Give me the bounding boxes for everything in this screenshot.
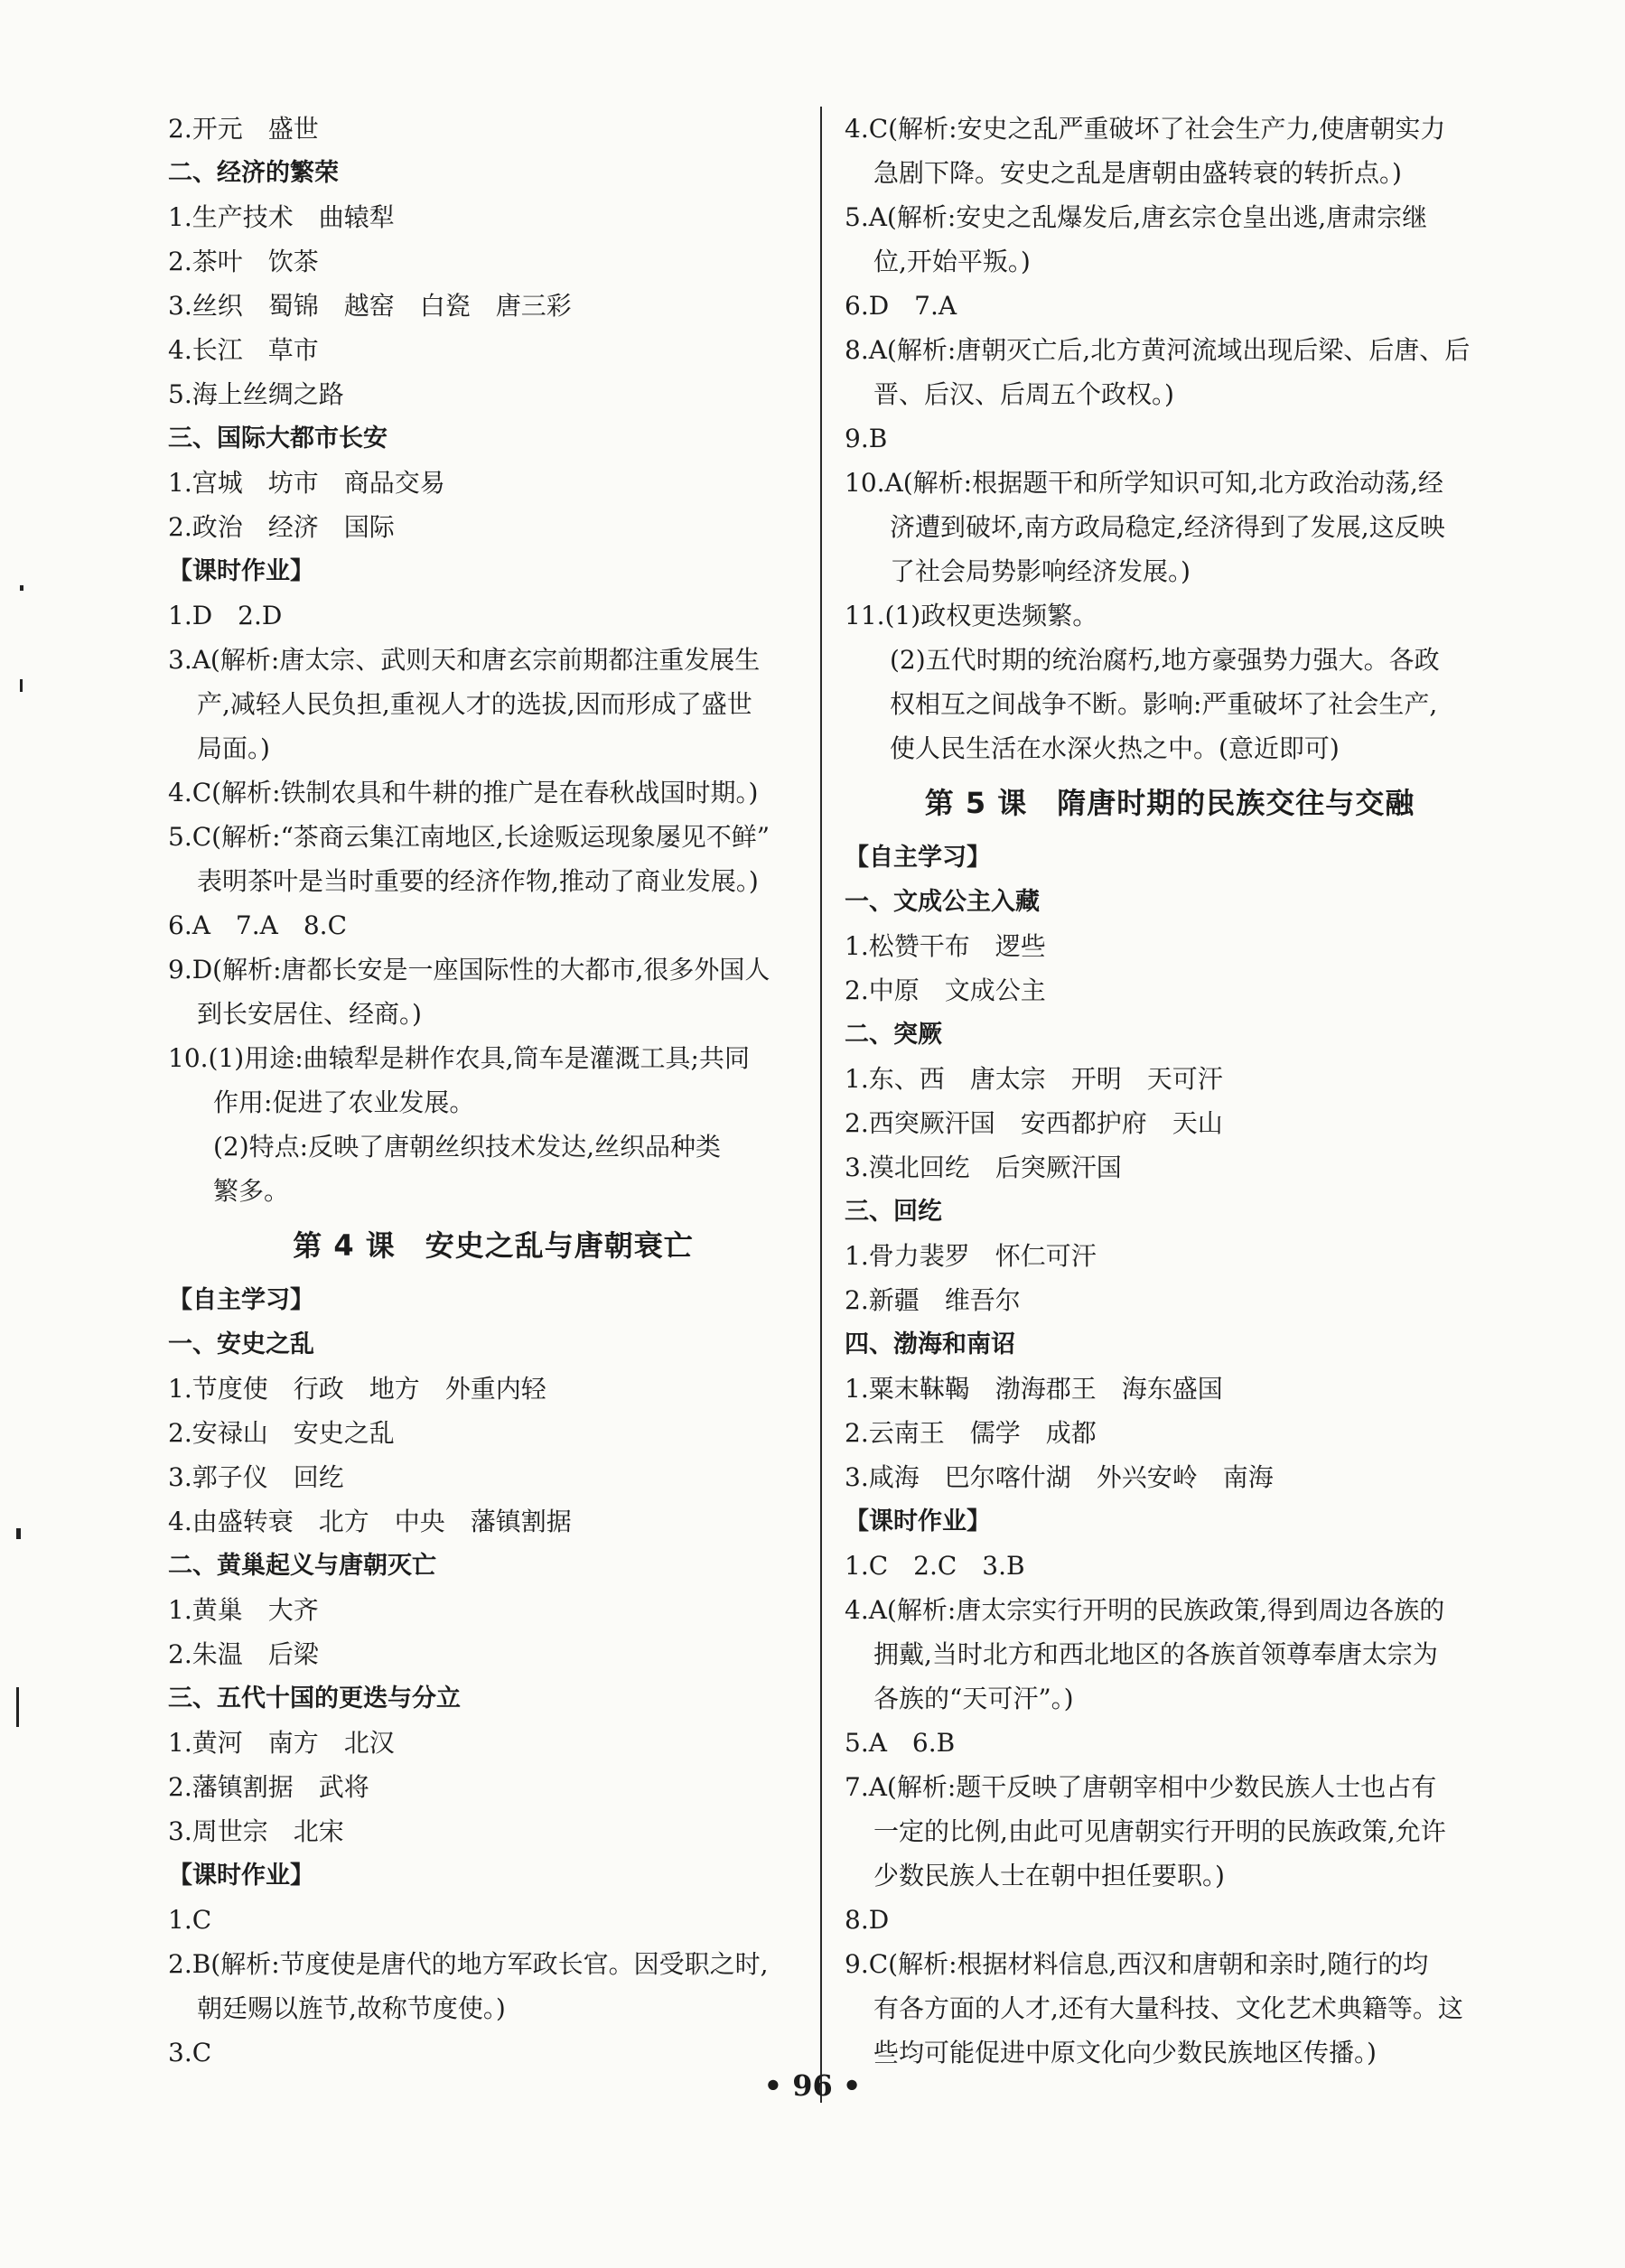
answer-line: 3.郭子仪 回纥 (168, 1462, 344, 1492)
answer-line: 9.C(解析:根据材料信息,西汉和唐朝和亲时,随行的均 (845, 1949, 1429, 1979)
answer-line: 4.由盛转衰 北方 中央 藩镇割据 (168, 1507, 572, 1536)
section-tag: 【课时作业】 (168, 557, 314, 585)
answer-line-continuation: 产,减轻人民负担,重视人才的选拔,因而形成了盛世 (197, 689, 752, 719)
answer-line-continuation: (2)特点:反映了唐朝丝织技术发达,丝织品种类 (213, 1132, 721, 1162)
scan-speck (20, 679, 23, 692)
section-tag: 【自主学习】 (845, 844, 991, 872)
answer-line: 2.B(解析:节度使是唐代的地方军政长官。因受职之时, (168, 1949, 769, 1979)
section-heading: 二、经济的繁荣 (168, 159, 339, 187)
answer-line: 1.粟末靺鞨 渤海郡王 海东盛国 (845, 1374, 1223, 1404)
answer-line: 1.D 2.D (168, 601, 283, 630)
lesson-title: 第 4 课 安史之乱与唐朝衰亡 (293, 1228, 694, 1263)
answer-line: 1.松赞干布 逻些 (845, 931, 1046, 961)
answer-line-continuation: 使人民生活在水深火热之中。(意近即可) (890, 733, 1340, 763)
answer-line-continuation: 朝廷赐以旌节,故称节度使。) (197, 1993, 506, 2023)
left-column (168, 107, 818, 2075)
answer-line: 2.西突厥汗国 安西都护府 天山 (845, 1108, 1223, 1138)
answer-line: 8.D (845, 1905, 890, 1935)
answer-line: 11.(1)政权更迭频繁。 (845, 601, 1098, 630)
answer-line-continuation: 各族的“天可汗”。) (873, 1684, 1074, 1713)
answer-line: 3.A(解析:唐太宗、武则天和唐玄宗前期都注重发展生 (168, 645, 761, 675)
answer-line-continuation: 济遭到破坏,南方政局稳定,经济得到了发展,这反映 (890, 512, 1445, 542)
answer-line: 2.云南王 儒学 成都 (845, 1418, 1097, 1448)
section-heading: 三、回纥 (845, 1198, 942, 1226)
answer-line: 3.周世宗 北宋 (168, 1816, 344, 1846)
section-tag: 【课时作业】 (845, 1507, 991, 1535)
answer-line: 3.C (168, 2038, 212, 2067)
section-heading: 三、国际大都市长安 (168, 425, 388, 453)
section-tag: 【课时作业】 (168, 1862, 314, 1890)
answer-line: 2.藩镇割据 武将 (168, 1772, 369, 1802)
answer-line: 9.B (845, 424, 888, 453)
answer-line: 10.A(解析:根据题干和所学知识可知,北方政治动荡,经 (845, 468, 1443, 498)
answer-line: 1.生产技术 曲辕犁 (168, 202, 395, 232)
answer-line: 3.漠北回纥 后突厥汗国 (845, 1153, 1122, 1182)
answer-line-continuation: 一定的比例,由此可见唐朝实行开明的民族政策,允许 (873, 1816, 1446, 1846)
answer-line: 2.朱温 后梁 (168, 1639, 319, 1669)
answer-line-continuation: 急剧下降。安史之乱是唐朝由盛转衰的转折点。) (873, 158, 1402, 188)
scan-speck (16, 1528, 21, 1539)
answer-line: 1.东、西 唐太宗 开明 天可汗 (845, 1064, 1223, 1094)
answer-line-continuation: 到长安居住、经商。) (197, 999, 422, 1029)
answer-line-continuation: 位,开始平叛。) (873, 247, 1031, 276)
answer-line: 2.茶叶 饮茶 (168, 247, 319, 276)
answer-line: 4.C(解析:安史之乱严重破坏了社会生产力,使唐朝实力 (845, 114, 1446, 144)
scan-speck (20, 585, 23, 591)
section-heading: 三、五代十国的更迭与分立 (168, 1685, 461, 1713)
answer-line-continuation: 有各方面的人才,还有大量科技、文化艺术典籍等。这 (873, 1993, 1463, 2023)
section-heading: 一、文成公主入藏 (845, 888, 1040, 916)
answer-line: 1.黄巢 大齐 (168, 1595, 319, 1625)
answer-line-continuation: 作用:促进了农业发展。 (213, 1087, 475, 1117)
answer-line: 2.新疆 维吾尔 (845, 1285, 1021, 1315)
answer-line: 1.宫城 坊市 商品交易 (168, 468, 445, 498)
column-divider (820, 107, 822, 2103)
section-heading: 二、黄巢起义与唐朝灭亡 (168, 1552, 436, 1580)
answer-line-continuation: 些均可能促进中原文化向少数民族地区传播。) (873, 2038, 1377, 2067)
answer-line-continuation: 晋、后汉、后周五个政权。) (873, 379, 1174, 409)
answer-line: 10.(1)用途:曲辕犁是耕作农具,筒车是灌溉工具;共同 (168, 1043, 750, 1073)
answer-line-continuation: 繁多。 (213, 1176, 290, 1206)
section-tag: 【自主学习】 (168, 1286, 314, 1314)
answer-line: 4.A(解析:唐太宗实行开明的民族政策,得到周边各族的 (845, 1595, 1445, 1625)
answer-line: 5.A 6.B (845, 1728, 956, 1758)
answer-line: 5.海上丝绸之路 (168, 379, 344, 409)
right-column (845, 107, 1495, 2075)
answer-line-continuation: 局面。) (197, 733, 270, 763)
answer-line: 2.中原 文成公主 (845, 975, 1046, 1005)
answer-line: 6.D 7.A (845, 291, 957, 321)
section-heading: 一、安史之乱 (168, 1330, 314, 1358)
answer-line-continuation: 表明茶叶是当时重要的经济作物,推动了商业发展。) (197, 866, 759, 896)
answer-line: 1.C 2.C 3.B (845, 1551, 1025, 1581)
answer-line: 1.节度使 行政 地方 外重内轻 (168, 1374, 546, 1404)
answer-line-continuation: 权相互之间战争不断。影响:严重破坏了社会生产, (890, 689, 1438, 719)
answer-line: 1.黄河 南方 北汉 (168, 1728, 395, 1758)
answer-line: 8.A(解析:唐朝灭亡后,北方黄河流域出现后梁、后唐、后 (845, 335, 1471, 365)
answer-line: 3.丝织 蜀锦 越窑 白瓷 唐三彩 (168, 291, 572, 321)
section-heading: 二、突厥 (845, 1021, 942, 1049)
page-number: • 96 • (763, 2068, 862, 2103)
answer-line: 7.A(解析:题干反映了唐朝宰相中少数民族人士也占有 (845, 1772, 1437, 1802)
answer-line-continuation: 拥戴,当时北方和西北地区的各族首领尊奉唐太宗为 (873, 1639, 1438, 1669)
answer-line-continuation: 了社会局势影响经济发展。) (890, 556, 1191, 586)
scan-speck (16, 1687, 19, 1727)
answer-line: 4.C(解析:铁制农具和牛耕的推广是在春秋战国时期。) (168, 778, 759, 807)
answer-line-continuation: (2)五代时期的统治腐朽,地方豪强势力强大。各政 (890, 645, 1440, 675)
answer-line: 5.A(解析:安史之乱爆发后,唐玄宗仓皇出逃,唐肃宗继 (845, 202, 1428, 232)
answer-line: 4.长江 草市 (168, 335, 319, 365)
answer-line: 6.A 7.A 8.C (168, 910, 348, 940)
answer-line-continuation: 少数民族人士在朝中担任要职。) (873, 1861, 1225, 1890)
answer-line: 3.咸海 巴尔喀什湖 外兴安岭 南海 (845, 1462, 1274, 1492)
answer-line: 5.C(解析:“茶商云集江南地区,长途贩运现象屡见不鲜” (168, 822, 770, 852)
lesson-title: 第 5 课 隋唐时期的民族交往与交融 (924, 786, 1415, 820)
answer-line: 1.C (168, 1905, 212, 1935)
answer-line: 2.安禄山 安史之乱 (168, 1418, 395, 1448)
answer-line: 1.骨力裴罗 怀仁可汗 (845, 1241, 1097, 1271)
section-heading: 四、渤海和南诏 (845, 1330, 1015, 1358)
answer-line: 2.政治 经济 国际 (168, 512, 395, 542)
answer-line: 2.开元 盛世 (168, 114, 319, 144)
answer-line: 9.D(解析:唐都长安是一座国际性的大都市,很多外国人 (168, 955, 770, 985)
